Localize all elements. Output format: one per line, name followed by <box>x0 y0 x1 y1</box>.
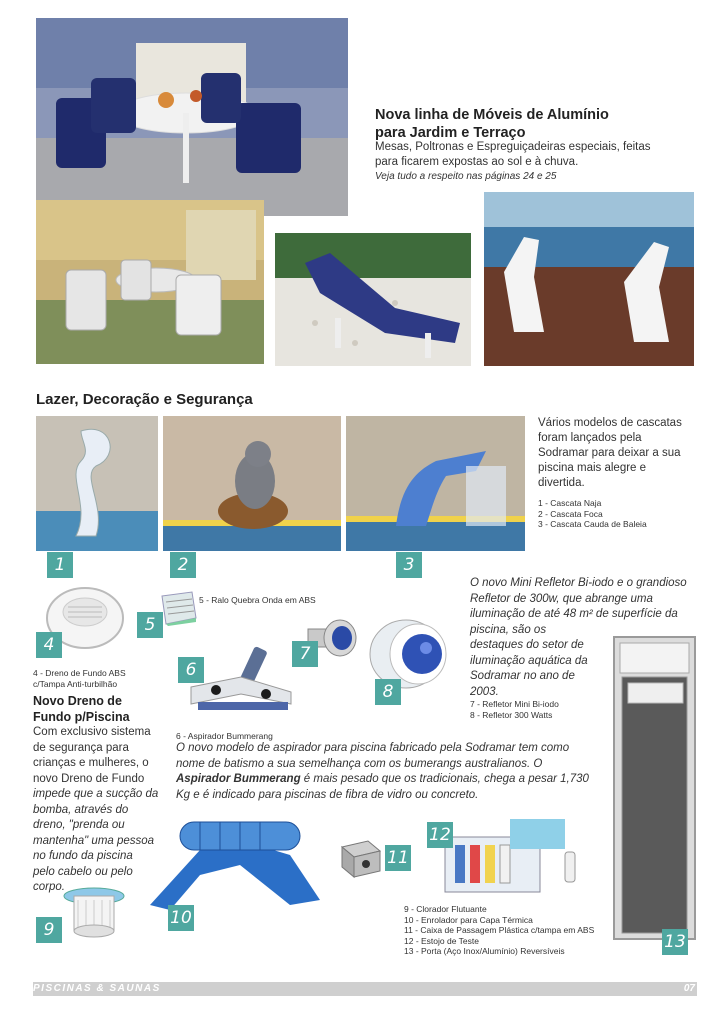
cascata-foca-photo <box>163 416 341 551</box>
section-title: Lazer, Decoração e Segurança <box>36 391 253 408</box>
list-item: 3 - Cascata Cauda de Baleia <box>538 519 647 529</box>
list-item: 10 - Enrolador para Capa Térmica <box>404 914 533 925</box>
furniture-description: Mesas, Poltronas e Espreguiçadeiras especiais, feitas para ficarem expostas ao sol e à chuva. <box>375 141 651 168</box>
refletor-list <box>470 699 559 720</box>
dreno-text: Com exclusivo sistema de segurança para crianças e mulheres, o novo Dreno de Fundo impede que a sucção da bomba, através do dreno, "prenda ou mantenha" uma pessoa no fundo da piscina pelo cabelo ou pelo corpo. <box>33 726 159 893</box>
number-badge-13: 13 <box>662 929 688 955</box>
ralo-caption: 5 - Ralo Quebra Onda em ABS <box>199 595 316 605</box>
dreno-caption: 4 - Dreno de Fundo ABS c/Tampa Anti-turbilhão <box>33 668 126 689</box>
patio-furniture-photo <box>36 18 348 216</box>
estojo-de-teste-photo <box>440 817 590 897</box>
ralo-quebra-onda-photo <box>158 590 198 626</box>
enrolador-capa-photo <box>140 810 330 915</box>
products-legend <box>404 904 594 957</box>
number-badge-3: 3 <box>396 552 422 578</box>
list-item: 8 - Refletor 300 Watts <box>470 709 553 720</box>
loungers-deck-lake-photo <box>484 192 694 366</box>
number-badge-10: 10 <box>168 905 194 931</box>
furniture-headline: Nova linha de Móveis de Alumínio para Jardim e Terraço <box>375 107 609 141</box>
number-badge-1: 1 <box>47 552 73 578</box>
number-badge-7: 7 <box>292 641 318 667</box>
number-badge-9: 9 <box>36 917 62 943</box>
clorador-flutuante-photo <box>62 886 126 942</box>
cascata-naja-photo <box>36 416 158 551</box>
footer-publication: PISCINAS & SAUNAS <box>33 983 161 994</box>
cascatas-list <box>538 498 718 530</box>
number-badge-4: 4 <box>36 632 62 658</box>
list-item: 12 - Estojo de Teste <box>404 935 479 946</box>
aspirador-name: Aspirador Bummerang <box>176 773 301 785</box>
dreno-title: Novo Dreno de Fundo p/Piscina <box>33 694 130 724</box>
list-item: 13 - Porta (Aço Inox/Alumínio) Reversíveis <box>404 946 565 956</box>
caixa-de-passagem-photo <box>338 837 384 879</box>
list-item: 7 - Refletor Mini Bi-iodo <box>470 699 559 709</box>
cascata-cauda-baleia-photo <box>346 416 525 551</box>
garden-furniture-photo <box>36 200 264 364</box>
porta-reversivel-photo <box>612 635 697 941</box>
footer-bar <box>33 982 697 996</box>
page-number: 07 <box>683 983 695 994</box>
list-item: 11 - Caixa de Passagem Plástica c/tampa em ABS <box>404 925 595 935</box>
refletor-text: O novo Mini Refletor Bi-iodo e o grandioso Refletor de 300w, que abrange uma iluminação de até 48 m² de superfície da piscina, são os destaques do setor de iluminação aquática da Sodramar no ano de 2003. <box>470 577 687 698</box>
list-item: 1 - Cascata Naja <box>538 498 602 508</box>
aspirador-text: O novo modelo de aspirador para piscina fabricado pela Sodramar tem como nome de batismo a sua semelhança com os bumerangs australianos. O Aspirador Bummerang é mais pesado que os tradicionais, chega a pesar 1,730 Kg e é indicado para piscinas de fibra de vidro ou concreto. <box>176 742 589 801</box>
number-badge-6: 6 <box>178 657 204 683</box>
lounger-white-stones-photo <box>275 233 471 366</box>
list-item: 9 - Clorador Flutuante <box>404 904 487 914</box>
aspirador-bummerang-photo <box>186 642 298 724</box>
furniture-page-reference: Veja tudo a respeito nas páginas 24 e 25 <box>375 171 557 182</box>
number-badge-2: 2 <box>170 552 196 578</box>
number-badge-5: 5 <box>137 612 163 638</box>
number-badge-12: 12 <box>427 822 453 848</box>
number-badge-8: 8 <box>375 679 401 705</box>
cascatas-intro: Vários modelos de cascatas foram lançados pela Sodramar para deixar a sua piscina mais alegre e divertida. <box>538 417 682 489</box>
number-badge-11: 11 <box>385 845 411 871</box>
list-item: 2 - Cascata Foca <box>538 508 603 519</box>
aspirador-caption: 6 - Aspirador Bummerang <box>176 731 273 741</box>
